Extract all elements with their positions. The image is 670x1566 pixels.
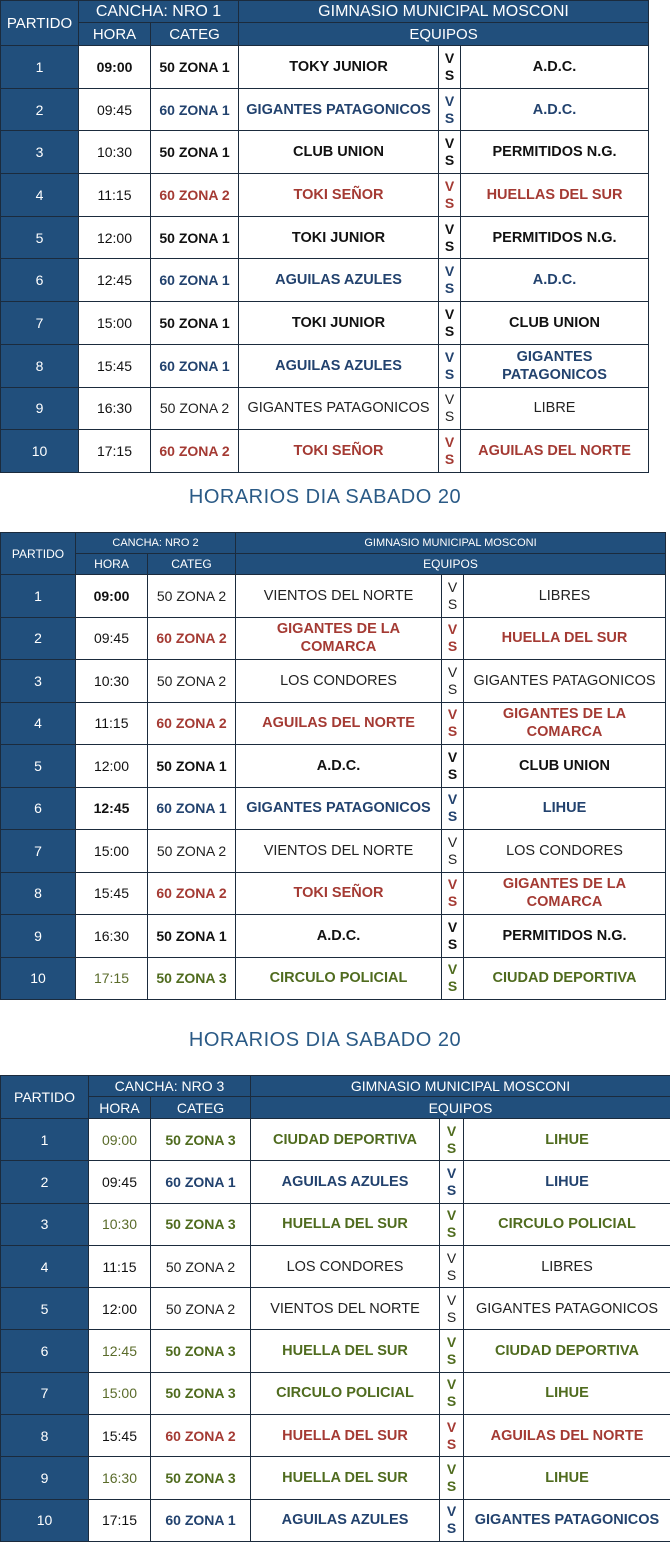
match-number: 6: [1, 787, 76, 830]
schedule-court-2: [0, 532, 666, 1000]
versus-marker: [440, 1119, 464, 1161]
versus-marker: [439, 259, 461, 302]
match-row: [1, 387, 649, 430]
match-number: 3: [1, 1203, 89, 1245]
away-team: LIHUE: [464, 1119, 670, 1161]
versus-v: V: [447, 876, 458, 893]
versus-v: V: [447, 621, 458, 638]
day-caption-2: HORARIOS DIA SABADO 20: [188, 1029, 462, 1051]
versus-marker: [442, 787, 464, 830]
match-number: 2: [1, 88, 79, 131]
versus-marker: [439, 302, 461, 345]
versus-v: V: [444, 305, 455, 322]
match-time: 09:00: [89, 1119, 151, 1161]
match-number: 1: [1, 46, 79, 89]
versus-s: S: [444, 109, 455, 126]
versus-marker: [439, 344, 461, 387]
away-team: GIGANTES PATAGONICOS: [464, 1499, 670, 1541]
match-row: [1, 1203, 670, 1245]
away-team: LIHUE: [464, 787, 666, 830]
match-number: 4: [1, 1245, 89, 1287]
match-number: 4: [1, 702, 76, 745]
versus-marker: [442, 575, 464, 618]
home-team: VIENTOS DEL NORTE: [236, 575, 442, 618]
match-row: [1, 745, 666, 788]
versus-v: V: [446, 1164, 457, 1181]
versus-s: S: [444, 365, 455, 382]
match-category: 60 ZONA 1: [148, 787, 236, 830]
versus-v: V: [446, 1376, 457, 1393]
col-equipos-header: EQUIPOS: [251, 1097, 670, 1119]
home-team: HUELLA DEL SUR: [251, 1203, 440, 1245]
match-row: [1, 1119, 670, 1161]
versus-marker: [440, 1499, 464, 1541]
col-hora-header: HORA: [89, 1097, 151, 1119]
gimnasio-label: GIMNASIO MUNICIPAL MOSCONI: [236, 533, 666, 554]
versus-v: V: [444, 135, 455, 152]
home-team: LOS CONDORES: [251, 1245, 440, 1287]
versus-v: V: [447, 791, 458, 808]
match-number: 2: [1, 1161, 89, 1203]
versus-v: V: [444, 263, 455, 280]
versus-marker: [442, 617, 464, 660]
match-category: 60 ZONA 2: [151, 430, 239, 473]
versus-s: S: [447, 765, 458, 782]
home-team: GIGANTES PATAGONICOS: [236, 787, 442, 830]
schedule-table: [0, 0, 649, 473]
match-number: 10: [1, 430, 79, 473]
match-number: 1: [1, 1119, 89, 1161]
match-number: 9: [1, 1457, 89, 1499]
home-team: HUELLA DEL SUR: [251, 1330, 440, 1372]
versus-marker: [442, 745, 464, 788]
versus-v: V: [446, 1249, 457, 1266]
match-row: [1, 344, 649, 387]
versus-marker: [440, 1330, 464, 1372]
home-team: CIRCULO POLICIAL: [236, 957, 442, 1000]
match-time: 09:45: [89, 1161, 151, 1203]
match-time: 17:15: [79, 430, 151, 473]
away-team: LIBRES: [464, 575, 666, 618]
versus-v: V: [446, 1291, 457, 1308]
away-team: HUELLAS DEL SUR: [461, 174, 649, 217]
home-team: VIENTOS DEL NORTE: [236, 830, 442, 873]
versus-v: V: [447, 578, 458, 595]
versus-v: V: [447, 918, 458, 935]
match-row: [1, 660, 666, 703]
match-row: [1, 216, 649, 259]
versus-s: S: [446, 1139, 457, 1156]
col-hora-header: HORA: [76, 554, 148, 575]
match-category: 60 ZONA 2: [151, 174, 239, 217]
versus-marker: [439, 88, 461, 131]
versus-s: S: [444, 237, 455, 254]
versus-v: V: [446, 1503, 457, 1520]
match-time: 12:00: [76, 745, 148, 788]
versus-marker: [442, 702, 464, 745]
match-category: 60 ZONA 1: [151, 1499, 251, 1541]
cancha-label: CANCHA: NRO 3: [89, 1076, 251, 1097]
match-category: 50 ZONA 1: [151, 216, 239, 259]
match-number: 6: [1, 1330, 89, 1372]
match-number: 8: [1, 872, 76, 915]
match-time: 11:15: [79, 174, 151, 217]
match-category: 50 ZONA 3: [151, 1119, 251, 1161]
home-team: AGUILAS AZULES: [239, 259, 439, 302]
schedule-table: [0, 532, 666, 1000]
match-time: 15:00: [76, 830, 148, 873]
match-time: 12:45: [89, 1330, 151, 1372]
versus-v: V: [444, 434, 455, 451]
match-category: 60 ZONA 1: [151, 88, 239, 131]
match-row: [1, 131, 649, 174]
home-team: LOS CONDORES: [236, 660, 442, 703]
versus-s: S: [447, 595, 458, 612]
away-team: A.D.C.: [461, 88, 649, 131]
home-team: TOKI JUNIOR: [239, 302, 439, 345]
versus-v: V: [444, 348, 455, 365]
match-number: 9: [1, 915, 76, 958]
cancha-label: CANCHA: NRO 2: [76, 533, 236, 554]
match-time: 15:45: [79, 344, 151, 387]
versus-s: S: [446, 1351, 457, 1368]
cancha-label: CANCHA: NRO 1: [79, 1, 239, 23]
match-row: [1, 702, 666, 745]
versus-v: V: [444, 391, 455, 408]
versus-marker: [439, 174, 461, 217]
match-row: [1, 1161, 670, 1203]
match-category: 50 ZONA 2: [151, 1288, 251, 1330]
versus-s: S: [446, 1181, 457, 1198]
match-row: [1, 1245, 670, 1287]
match-number: 3: [1, 660, 76, 703]
col-hora-header: HORA: [79, 23, 151, 46]
away-team: GIGANTES DE LA COMARCA: [464, 872, 666, 915]
away-team: AGUILAS DEL NORTE: [461, 430, 649, 473]
match-row: [1, 1330, 670, 1372]
match-row: [1, 787, 666, 830]
versus-s: S: [446, 1266, 457, 1283]
match-time: 15:45: [89, 1415, 151, 1457]
versus-s: S: [447, 638, 458, 655]
match-category: 60 ZONA 2: [151, 1415, 251, 1457]
match-number: 7: [1, 1372, 89, 1414]
match-time: 11:15: [89, 1245, 151, 1287]
versus-marker: [440, 1161, 464, 1203]
match-row: [1, 1415, 670, 1457]
home-team: TOKI SEÑOR: [239, 174, 439, 217]
versus-s: S: [447, 893, 458, 910]
schedule-table: [0, 1075, 670, 1542]
home-team: CIUDAD DEPORTIVA: [251, 1119, 440, 1161]
versus-v: V: [446, 1334, 457, 1351]
home-team: TOKI JUNIOR: [239, 216, 439, 259]
match-number: 10: [1, 1499, 89, 1541]
match-category: 50 ZONA 1: [151, 302, 239, 345]
match-number: 8: [1, 344, 79, 387]
versus-marker: [440, 1372, 464, 1414]
versus-s: S: [446, 1224, 457, 1241]
match-number: 8: [1, 1415, 89, 1457]
home-team: HUELLA DEL SUR: [251, 1415, 440, 1457]
away-team: LIBRES: [464, 1245, 670, 1287]
versus-v: V: [444, 92, 455, 109]
versus-marker: [442, 872, 464, 915]
versus-v: V: [447, 706, 458, 723]
match-row: [1, 830, 666, 873]
versus-s: S: [447, 808, 458, 825]
match-time: 15:00: [79, 302, 151, 345]
away-team: A.D.C.: [461, 259, 649, 302]
match-row: [1, 575, 666, 618]
versus-s: S: [446, 1393, 457, 1410]
match-row: [1, 957, 666, 1000]
versus-v: V: [446, 1418, 457, 1435]
home-team: A.D.C.: [236, 915, 442, 958]
day-caption-1: HORARIOS DIA SABADO 20: [188, 486, 462, 508]
match-number: 2: [1, 617, 76, 660]
match-category: 50 ZONA 3: [151, 1330, 251, 1372]
home-team: VIENTOS DEL NORTE: [251, 1288, 440, 1330]
versus-marker: [442, 830, 464, 873]
match-row: [1, 302, 649, 345]
match-row: [1, 1499, 670, 1541]
home-team: GIGANTES PATAGONICOS: [239, 387, 439, 430]
match-category: 50 ZONA 3: [151, 1372, 251, 1414]
col-categ-header: CATEG: [151, 23, 239, 46]
match-time: 16:30: [79, 387, 151, 430]
away-team: LOS CONDORES: [464, 830, 666, 873]
versus-marker: [439, 430, 461, 473]
away-team: PERMITIDOS N.G.: [464, 915, 666, 958]
col-equipos-header: EQUIPOS: [236, 554, 666, 575]
match-number: 9: [1, 387, 79, 430]
match-row: [1, 872, 666, 915]
match-number: 5: [1, 745, 76, 788]
match-time: 17:15: [76, 957, 148, 1000]
home-team: TOKY JUNIOR: [239, 46, 439, 89]
schedule-court-1: [0, 0, 649, 473]
match-row: [1, 88, 649, 131]
match-time: 12:00: [89, 1288, 151, 1330]
versus-marker: [439, 131, 461, 174]
match-time: 12:00: [79, 216, 151, 259]
versus-marker: [439, 216, 461, 259]
versus-marker: [440, 1457, 464, 1499]
match-row: [1, 1372, 670, 1414]
versus-v: V: [447, 748, 458, 765]
col-partido-header: PARTIDO: [1, 533, 76, 575]
match-category: 50 ZONA 2: [151, 387, 239, 430]
match-category: 50 ZONA 3: [151, 1203, 251, 1245]
away-team: HUELLA DEL SUR: [464, 617, 666, 660]
match-time: 10:30: [76, 660, 148, 703]
match-time: 10:30: [89, 1203, 151, 1245]
versus-s: S: [444, 280, 455, 297]
versus-v: V: [447, 833, 458, 850]
match-category: 50 ZONA 1: [151, 131, 239, 174]
schedule-court-3: [0, 1075, 670, 1542]
versus-marker: [440, 1415, 464, 1457]
home-team: AGUILAS AZULES: [239, 344, 439, 387]
home-team: CIRCULO POLICIAL: [251, 1372, 440, 1414]
versus-v: V: [444, 49, 455, 66]
match-category: 50 ZONA 2: [148, 575, 236, 618]
gimnasio-label: GIMNASIO MUNICIPAL MOSCONI: [251, 1076, 670, 1097]
versus-v: V: [447, 961, 458, 978]
away-team: CLUB UNION: [461, 302, 649, 345]
match-time: 11:15: [76, 702, 148, 745]
versus-marker: [442, 660, 464, 703]
match-time: 12:45: [79, 259, 151, 302]
home-team: A.D.C.: [236, 745, 442, 788]
match-category: 50 ZONA 3: [151, 1457, 251, 1499]
match-number: 7: [1, 302, 79, 345]
versus-marker: [440, 1203, 464, 1245]
versus-s: S: [444, 322, 455, 339]
away-team: GIGANTES PATAGONICOS: [461, 344, 649, 387]
col-partido-header: PARTIDO: [1, 1076, 89, 1119]
home-team: AGUILAS AZULES: [251, 1161, 440, 1203]
match-number: 3: [1, 131, 79, 174]
col-equipos-header: EQUIPOS: [239, 23, 649, 46]
away-team: GIGANTES PATAGONICOS: [464, 1288, 670, 1330]
match-number: 5: [1, 216, 79, 259]
home-team: CLUB UNION: [239, 131, 439, 174]
versus-s: S: [447, 850, 458, 867]
match-number: 10: [1, 957, 76, 1000]
match-time: 15:00: [89, 1372, 151, 1414]
versus-s: S: [447, 935, 458, 952]
away-team: A.D.C.: [461, 46, 649, 89]
col-categ-header: CATEG: [148, 554, 236, 575]
match-time: 09:45: [76, 617, 148, 660]
match-category: 50 ZONA 2: [148, 660, 236, 703]
match-row: [1, 46, 649, 89]
versus-s: S: [446, 1520, 457, 1537]
away-team: CIUDAD DEPORTIVA: [464, 1330, 670, 1372]
versus-s: S: [444, 194, 455, 211]
col-partido-header: PARTIDO: [1, 1, 79, 46]
match-row: [1, 1288, 670, 1330]
match-number: 7: [1, 830, 76, 873]
match-time: 16:30: [76, 915, 148, 958]
match-time: 10:30: [79, 131, 151, 174]
versus-s: S: [444, 152, 455, 169]
away-team: LIHUE: [464, 1161, 670, 1203]
versus-s: S: [446, 1308, 457, 1325]
match-category: 60 ZONA 2: [148, 702, 236, 745]
home-team: GIGANTES PATAGONICOS: [239, 88, 439, 131]
match-time: 09:45: [79, 88, 151, 131]
away-team: GIGANTES DE LA COMARCA: [464, 702, 666, 745]
away-team: GIGANTES PATAGONICOS: [464, 660, 666, 703]
home-team: TOKI SEÑOR: [239, 430, 439, 473]
match-row: [1, 174, 649, 217]
match-time: 09:00: [79, 46, 151, 89]
home-team: HUELLA DEL SUR: [251, 1457, 440, 1499]
match-row: [1, 430, 649, 473]
away-team: LIBRE: [461, 387, 649, 430]
match-row: [1, 617, 666, 660]
versus-s: S: [447, 978, 458, 995]
away-team: PERMITIDOS N.G.: [461, 216, 649, 259]
match-number: 6: [1, 259, 79, 302]
away-team: AGUILAS DEL NORTE: [464, 1415, 670, 1457]
match-row: [1, 1457, 670, 1499]
away-team: LIHUE: [464, 1457, 670, 1499]
versus-marker: [439, 46, 461, 89]
match-category: 50 ZONA 2: [151, 1245, 251, 1287]
match-time: 17:15: [89, 1499, 151, 1541]
versus-v: V: [446, 1122, 457, 1139]
versus-v: V: [447, 663, 458, 680]
match-time: 15:45: [76, 872, 148, 915]
versus-s: S: [444, 408, 455, 425]
versus-s: S: [444, 66, 455, 83]
match-time: 16:30: [89, 1457, 151, 1499]
versus-s: S: [446, 1435, 457, 1452]
away-team: LIHUE: [464, 1372, 670, 1414]
versus-s: S: [447, 680, 458, 697]
match-number: 4: [1, 174, 79, 217]
versus-marker: [442, 957, 464, 1000]
match-category: 60 ZONA 2: [148, 872, 236, 915]
match-category: 60 ZONA 1: [151, 344, 239, 387]
match-category: 50 ZONA 1: [148, 915, 236, 958]
versus-v: V: [444, 177, 455, 194]
match-category: 60 ZONA 2: [148, 617, 236, 660]
match-number: 5: [1, 1288, 89, 1330]
match-category: 60 ZONA 1: [151, 1161, 251, 1203]
match-row: [1, 259, 649, 302]
match-number: 1: [1, 575, 76, 618]
col-categ-header: CATEG: [151, 1097, 251, 1119]
versus-s: S: [447, 723, 458, 740]
home-team: TOKI SEÑOR: [236, 872, 442, 915]
away-team: CLUB UNION: [464, 745, 666, 788]
match-time: 09:00: [76, 575, 148, 618]
home-team: GIGANTES DE LA COMARCA: [236, 617, 442, 660]
home-team: AGUILAS DEL NORTE: [236, 702, 442, 745]
match-category: 60 ZONA 1: [151, 259, 239, 302]
away-team: CIUDAD DEPORTIVA: [464, 957, 666, 1000]
versus-marker: [439, 387, 461, 430]
match-category: 50 ZONA 1: [148, 745, 236, 788]
versus-s: S: [446, 1478, 457, 1495]
match-row: [1, 915, 666, 958]
match-category: 50 ZONA 2: [148, 830, 236, 873]
versus-v: V: [446, 1461, 457, 1478]
away-team: PERMITIDOS N.G.: [461, 131, 649, 174]
match-category: 50 ZONA 1: [151, 46, 239, 89]
match-time: 12:45: [76, 787, 148, 830]
match-category: 50 ZONA 3: [148, 957, 236, 1000]
away-team: CIRCULO POLICIAL: [464, 1203, 670, 1245]
versus-s: S: [444, 451, 455, 468]
versus-marker: [440, 1245, 464, 1287]
home-team: AGUILAS AZULES: [251, 1499, 440, 1541]
versus-v: V: [446, 1207, 457, 1224]
versus-v: V: [444, 220, 455, 237]
gimnasio-label: GIMNASIO MUNICIPAL MOSCONI: [239, 1, 649, 23]
versus-marker: [440, 1288, 464, 1330]
versus-marker: [442, 915, 464, 958]
